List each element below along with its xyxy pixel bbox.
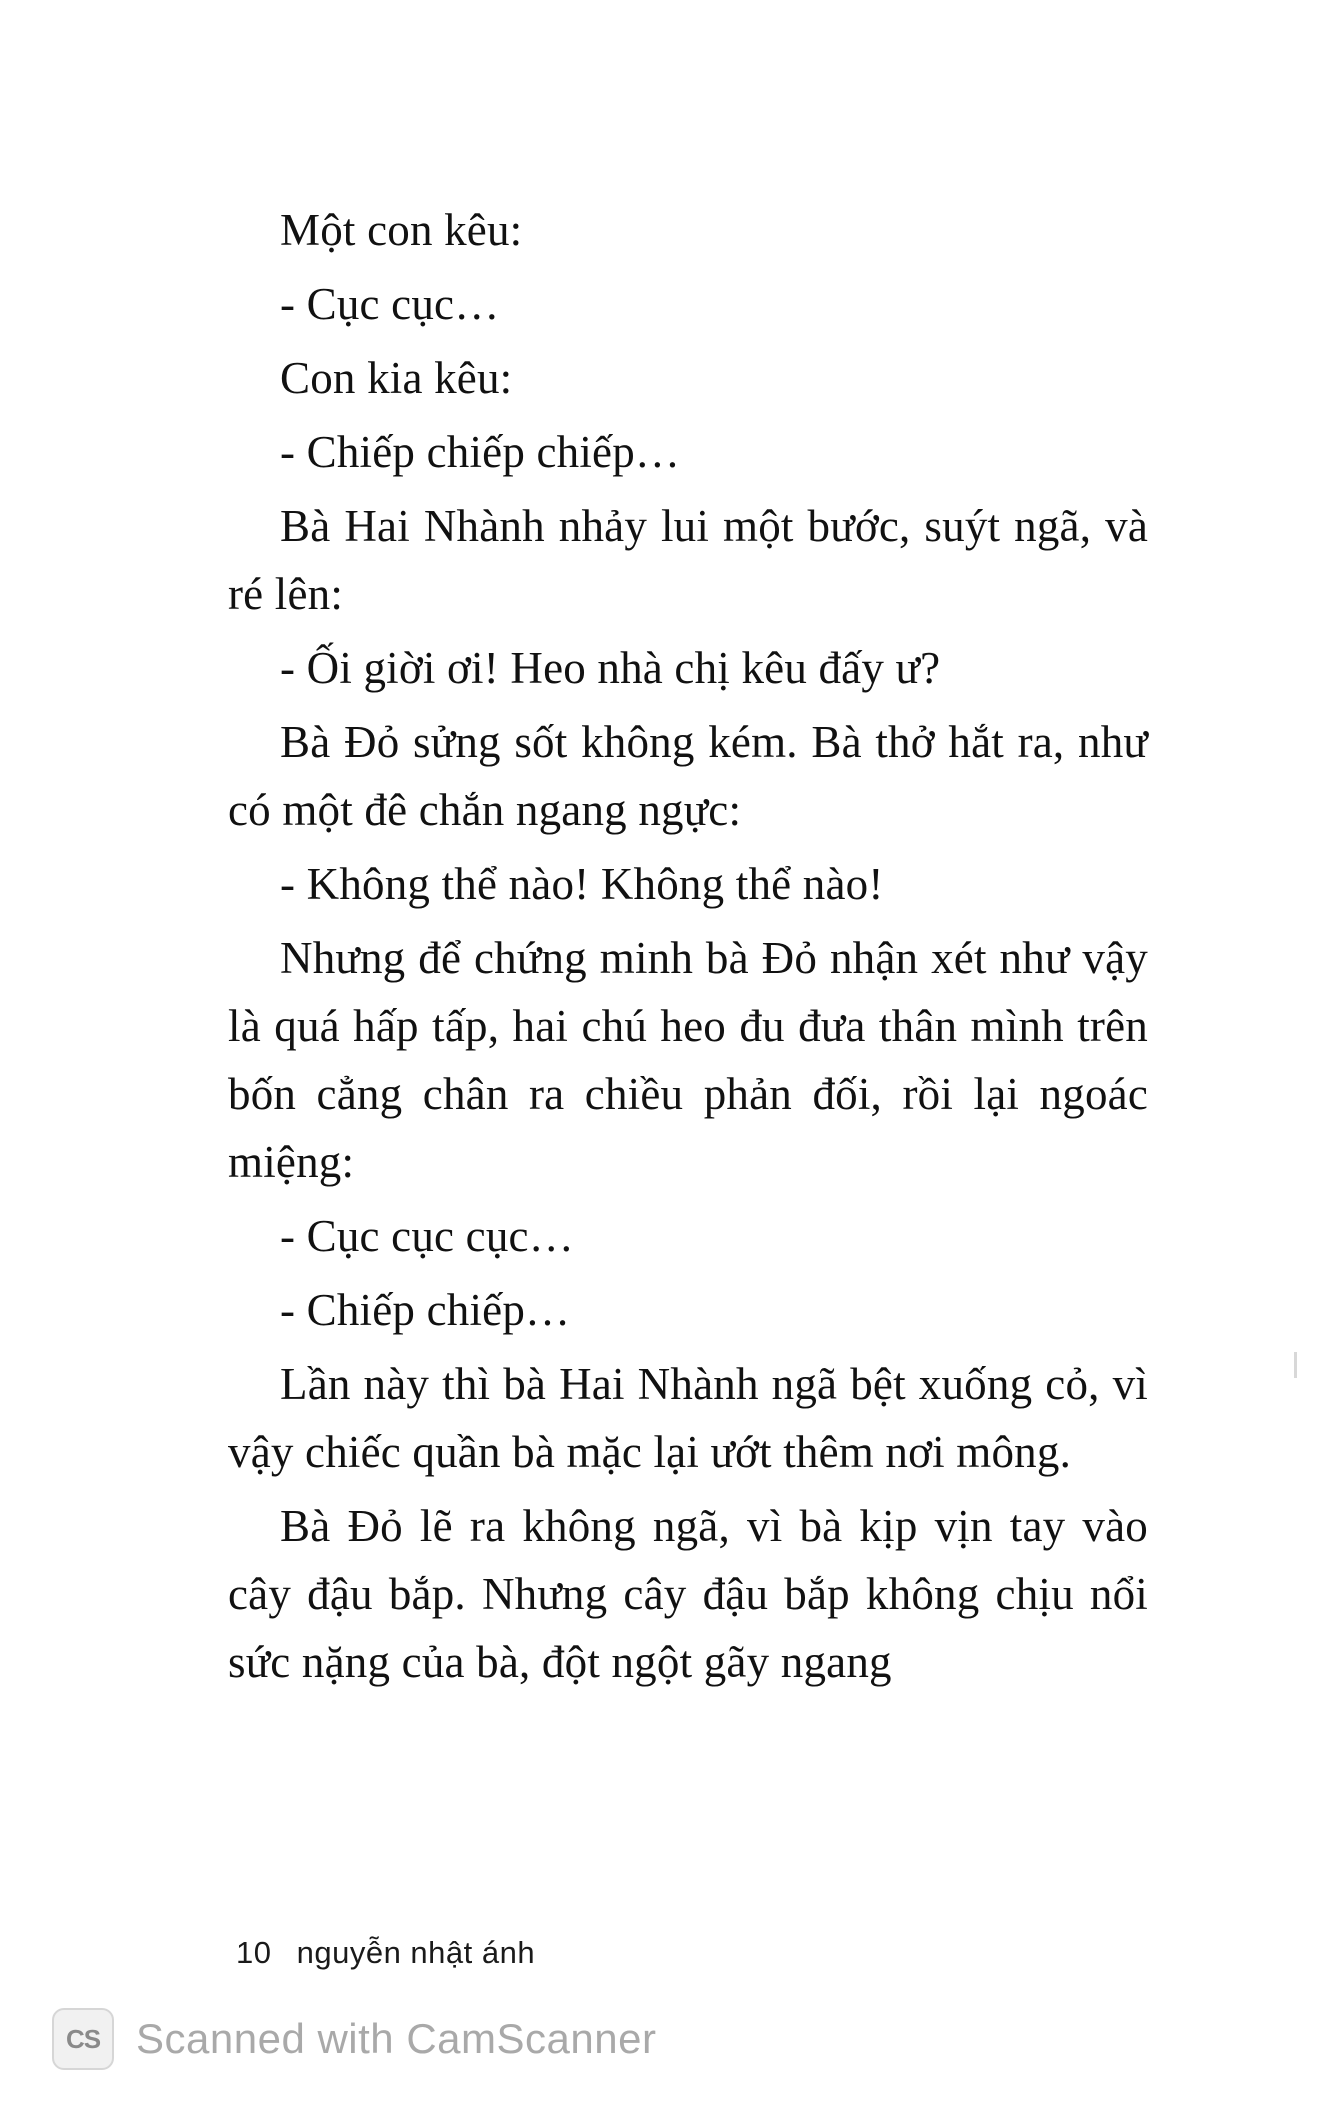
paragraph: - Chiếp chiếp… <box>280 1285 571 1335</box>
paragraph: Nhưng để chứng minh bà Đỏ nhận xét như vậy là quá hấp tấp, hai chú heo đu đưa thân mình trên bốn cẳng chân ra chiều phản đối, rồi lại ngoác miệng: <box>228 933 1148 1187</box>
paragraph: - Ối giời ơi! Heo nhà chị kêu đấy ư? <box>280 643 941 693</box>
paragraph: - Cục cục… <box>280 279 500 329</box>
running-head-author: nguyễn nhật ánh <box>296 1935 536 1970</box>
paragraph: - Không thể nào! Không thể nào! <box>280 859 884 909</box>
camscanner-watermark-label: Scanned with CamScanner <box>136 2015 657 2062</box>
camscanner-logo-icon: CS <box>52 2008 114 2070</box>
paragraph: Lần này thì bà Hai Nhành ngã bệt xuống cỏ, vì vậy chiếc quần bà mặc lại ướt thêm nơi mông. <box>228 1359 1148 1477</box>
page-body-text <box>228 196 1148 1702</box>
camscanner-watermark <box>52 2008 656 2070</box>
paragraph: Bà Đỏ sửng sốt không kém. Bà thở hắt ra, như có một đê chắn ngang ngực: <box>228 717 1148 835</box>
paragraph: Một con kêu: <box>280 205 523 255</box>
paragraph: Con kia kêu: <box>280 353 513 403</box>
paragraph: - Chiếp chiếp chiếp… <box>280 427 681 477</box>
paragraph: Bà Đỏ lẽ ra không ngã, vì bà kịp vịn tay vào cây đậu bắp. Nhưng cây đậu bắp không chịu nổi sức nặng của bà, đột ngột gãy ngang <box>228 1501 1148 1687</box>
scan-edge-artifact <box>1294 1352 1297 1378</box>
page-footer <box>236 1935 535 1971</box>
paragraph: - Cục cục cục… <box>280 1211 574 1261</box>
page-number: 10 <box>236 1935 272 1970</box>
paragraph: Bà Hai Nhành nhảy lui một bước, suýt ngã, và ré lên: <box>228 501 1148 619</box>
